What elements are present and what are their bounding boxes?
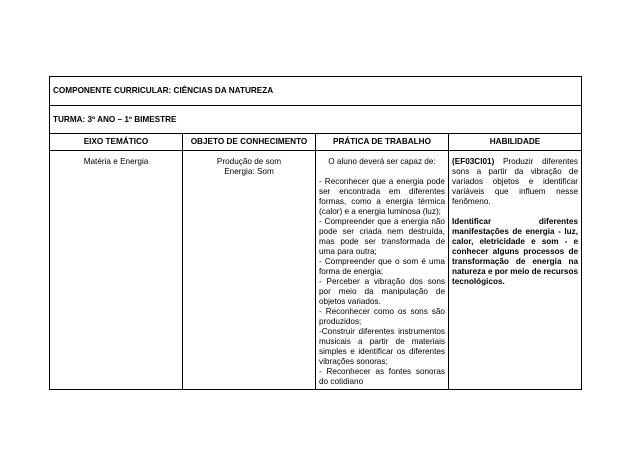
list-item: - Reconhecer que a energia pode ser encontrada em diferentes formas, como a energia térmica (calor) e a energia luminosa (luz); — [319, 177, 445, 216]
column-header-objeto: OBJETO DE CONHECIMENTO — [183, 134, 316, 151]
list-item: - Compreender que o som é uma forma de energia; — [319, 257, 445, 276]
eixo-value: Matéria e Energia — [83, 157, 149, 166]
component-title: COMPONENTE CURRICULAR: CIÊNCIAS DA NATUREZA — [50, 77, 582, 106]
list-item: - Reconhecer as fontes sonoras do cotidiano — [319, 367, 445, 386]
column-header-pratica: PRÁTICA DE TRABALHO — [316, 134, 449, 151]
curriculum-table — [49, 76, 582, 390]
habilidade-paragraph — [452, 157, 578, 207]
column-header-habilidade: HABILIDADE — [449, 134, 582, 151]
habilidade-code: (EF03CI01) — [452, 157, 495, 166]
list-item: - Reconhecer como os sons são produzidos; — [319, 307, 445, 326]
habilidade-text: Produzir diferentes sons a partir da vibração de variados objetos e identificar variáveis que influem nesse fenômeno. — [452, 157, 579, 206]
list-item: -Construir diferentes instrumentos musicais a partir de materiais simples e identificar os diferentes vibrações sonoras; — [319, 327, 445, 366]
table-row — [50, 151, 582, 390]
list-item: - Compreender que a energia não pode ser criada nem destruída, mas pode ser transformada de uma para outra; — [319, 217, 445, 256]
class-title: TURMA: 3º ANO – 1º BIMESTRE — [50, 106, 582, 134]
objeto-line-2: Energia: Som — [224, 167, 274, 176]
objeto-line-1: Produção de som — [216, 157, 282, 166]
habilidade-bold-text: Identificar diferentes manifestações de energia - luz, calor, eletricidade e som - e conhecer alguns processos de transformação de energia na natureza e por meio de recursos tecnológicos. — [452, 217, 579, 286]
class-row — [50, 106, 582, 134]
cell-objeto — [183, 151, 316, 390]
component-row — [50, 77, 582, 106]
column-header-eixo: EIXO TEMÁTICO — [50, 134, 183, 151]
cell-pratica — [316, 151, 449, 390]
cell-eixo — [50, 151, 183, 390]
list-item: - Perceber a vibração dos sons por meio da manipulação de objetos variados. — [319, 277, 445, 306]
cell-habilidade — [449, 151, 582, 390]
column-header-row — [50, 134, 582, 151]
pratica-intro: O aluno deverá ser capaz de: — [328, 157, 436, 166]
curriculum-document — [49, 76, 581, 390]
